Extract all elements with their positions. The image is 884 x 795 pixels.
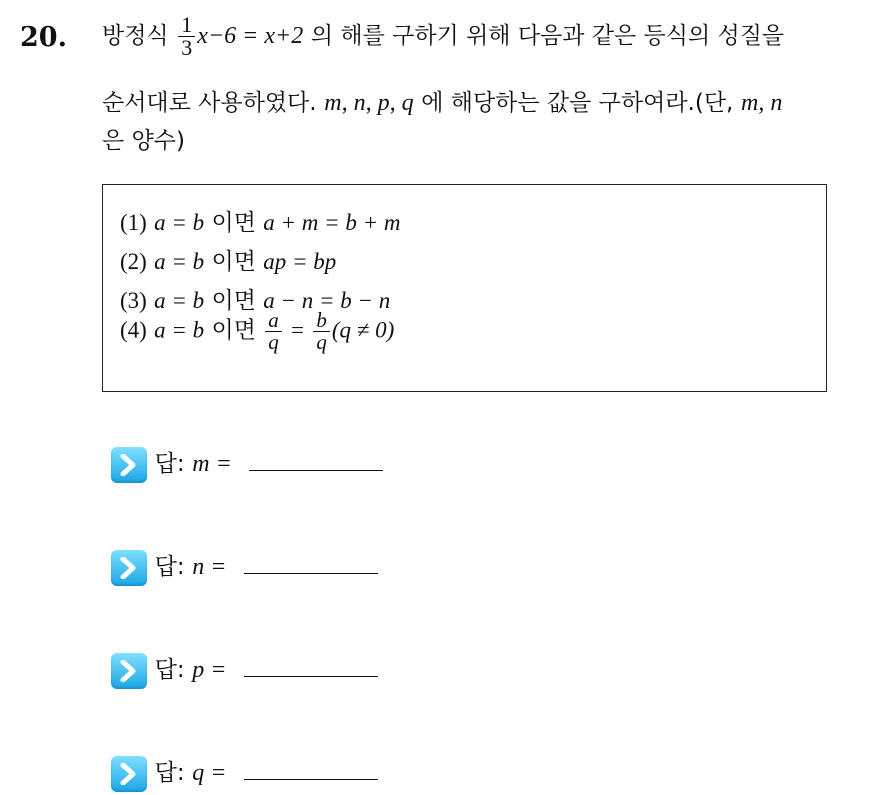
- question-line-1: [102, 14, 784, 59]
- condition-2: [120, 243, 336, 276]
- condition-tail: (q ≠ 0): [331, 317, 395, 343]
- condition-word: 이면: [211, 288, 256, 314]
- question-number: 20.: [20, 22, 67, 53]
- chevron-right-icon: [111, 447, 147, 483]
- chevron-right-icon: [111, 756, 147, 792]
- answer-blank[interactable]: [249, 446, 383, 471]
- fraction-b-over-q: [313, 310, 330, 353]
- answer-variable: m =: [192, 451, 232, 477]
- answer-m: [111, 445, 383, 483]
- fraction-denominator: q: [313, 331, 330, 353]
- condition-4: [120, 310, 394, 353]
- condition-number: (3): [120, 288, 147, 313]
- condition-word: 이면: [211, 317, 256, 344]
- equation: x−6 = x+2: [197, 23, 304, 49]
- condition-result: a + m = b + m: [263, 210, 401, 235]
- question-text: 은 양수): [102, 128, 185, 154]
- condition-word: 이면: [211, 210, 256, 236]
- fraction-a-over-q: [265, 310, 282, 353]
- condition-result: ap = bp: [263, 249, 337, 274]
- equals-sign: =: [291, 317, 305, 343]
- fraction-numerator: a: [268, 308, 279, 332]
- condition-premise: a = b: [154, 317, 205, 343]
- variables: m, n, p, q: [324, 90, 414, 116]
- fraction-one-third: [178, 14, 195, 59]
- question-line-2: [102, 84, 782, 117]
- condition-premise: a = b: [154, 288, 205, 313]
- answer-p: [111, 651, 378, 689]
- condition-word: 이면: [211, 249, 256, 275]
- question-text: 에 해당하는 값을 구하여라.(단,: [421, 90, 734, 116]
- question-text: 의 해를 구하기 위해 다음과 같은 등식의 성질을: [310, 23, 785, 49]
- answer-blank[interactable]: [244, 755, 378, 780]
- answer-label: 답:: [154, 657, 185, 683]
- answer-variable: n =: [192, 554, 227, 580]
- condition-premise: a = b: [154, 249, 205, 274]
- answer-label: 답:: [154, 760, 185, 786]
- variables: m, n: [741, 90, 783, 116]
- condition-premise: a = b: [154, 210, 205, 235]
- answer-n: [111, 548, 378, 586]
- condition-number: (2): [120, 249, 147, 274]
- answer-q: [111, 754, 378, 792]
- fraction-denominator: q: [265, 331, 282, 353]
- question-text: 방정식: [102, 23, 169, 49]
- fraction-numerator: 1: [181, 12, 193, 37]
- chevron-right-icon: [111, 653, 147, 689]
- question-text: 순서대로 사용하였다.: [102, 90, 317, 116]
- condition-1: [120, 204, 401, 237]
- fraction-numerator: b: [316, 308, 327, 332]
- answer-blank[interactable]: [244, 549, 378, 574]
- fraction-denominator: 3: [178, 36, 195, 59]
- condition-result: a − n = b − n: [263, 288, 391, 313]
- question-line-3: [102, 122, 185, 155]
- condition-number: (1): [120, 210, 147, 235]
- answer-variable: q =: [192, 760, 227, 786]
- answer-label: 답:: [154, 554, 185, 580]
- chevron-right-icon: [111, 550, 147, 586]
- answer-blank[interactable]: [244, 652, 378, 677]
- condition-number: (4): [120, 317, 147, 343]
- answer-label: 답:: [154, 451, 185, 477]
- answer-variable: p =: [192, 657, 227, 683]
